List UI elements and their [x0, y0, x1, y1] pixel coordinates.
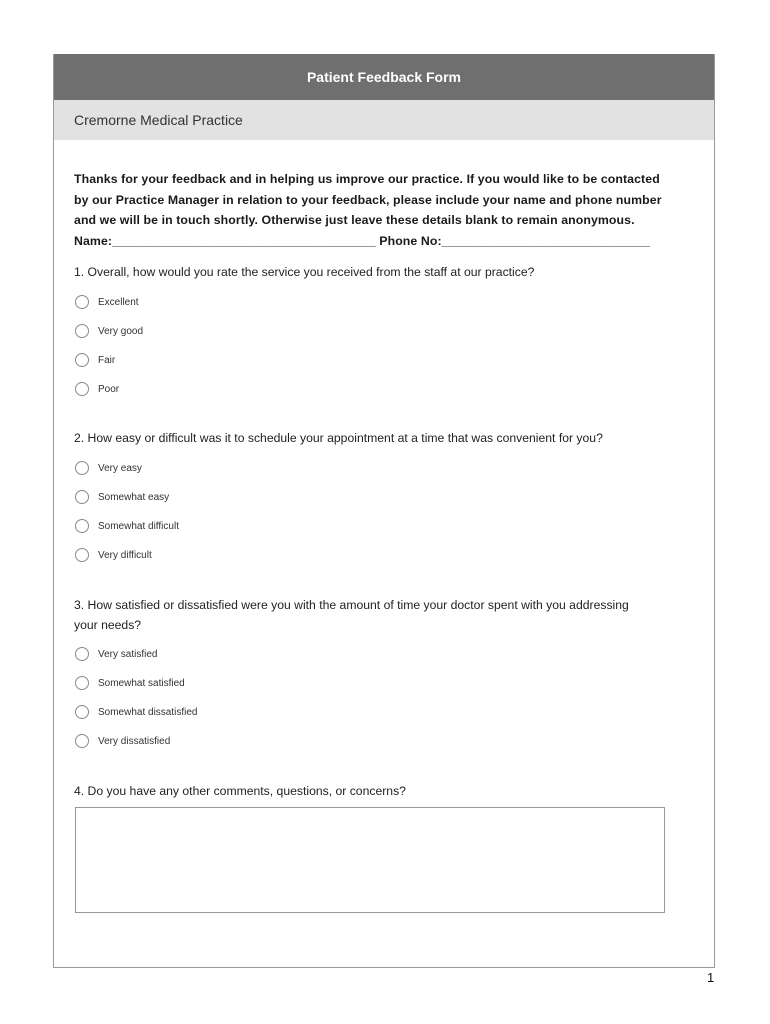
radio-button[interactable] — [75, 490, 89, 504]
q3-option-very-satisfied[interactable] — [75, 645, 157, 663]
form-frame — [53, 54, 715, 968]
radio-button[interactable] — [75, 676, 89, 690]
question-3-line: 3. How satisfied or dissatisfied were you with the amount of time your doctor spent with you addressing — [74, 598, 629, 612]
question-4-text: 4. Do you have any other comments, questions, or concerns? — [74, 784, 406, 798]
intro-line: by our Practice Manager in relation to your feedback, please include your name and phone number — [74, 192, 662, 207]
intro-paragraph — [74, 169, 694, 251]
option-label: Somewhat difficult — [98, 520, 179, 532]
question-1-text: 1. Overall, how would you rate the service you received from the staff at our practice? — [74, 265, 535, 279]
radio-button[interactable] — [75, 705, 89, 719]
comments-textarea[interactable] — [75, 807, 665, 913]
q2-option-somewhat-difficult[interactable] — [75, 517, 179, 535]
radio-button[interactable] — [75, 324, 89, 338]
radio-button[interactable] — [75, 548, 89, 562]
question-3-text — [74, 595, 684, 635]
intro-line: Thanks for your feedback and in helping us improve our practice. If you would like to be contacted — [74, 172, 660, 186]
q2-option-somewhat-easy[interactable] — [75, 488, 169, 506]
option-label: Excellent — [98, 296, 139, 308]
q1-option-excellent[interactable] — [75, 293, 139, 311]
q1-option-fair[interactable] — [75, 351, 115, 369]
page-number: 1 — [707, 970, 715, 985]
q1-option-poor[interactable] — [75, 380, 119, 398]
q3-option-somewhat-dissatisfied[interactable] — [75, 703, 198, 721]
option-label: Very easy — [98, 462, 142, 474]
question-2-text: 2. How easy or difficult was it to schedule your appointment at a time that was convenient for you? — [74, 431, 603, 445]
form-title: Patient Feedback Form — [306, 69, 462, 85]
q3-option-somewhat-satisfied[interactable] — [75, 674, 185, 692]
radio-button[interactable] — [75, 647, 89, 661]
practice-name: Cremorne Medical Practice — [74, 112, 243, 128]
radio-button[interactable] — [75, 295, 89, 309]
practice-name-bar — [54, 100, 714, 140]
q1-option-very-good[interactable] — [75, 322, 143, 340]
radio-button[interactable] — [75, 734, 89, 748]
radio-button[interactable] — [75, 461, 89, 475]
option-label: Somewhat easy — [98, 491, 170, 503]
form-title-bar — [54, 54, 714, 100]
option-label: Somewhat satisfied — [98, 677, 185, 689]
q2-option-very-easy[interactable] — [75, 459, 142, 477]
option-label: Very dissatisfied — [98, 735, 171, 747]
intro-line: and we will be in touch shortly. Otherwise just leave these details blank to remain anonymous. — [74, 213, 635, 227]
option-label: Very satisfied — [98, 648, 158, 660]
option-label: Poor — [98, 383, 120, 395]
name-phone-fields: Name:______________________________________ Phone No:______________________________ — [74, 233, 650, 248]
radio-button[interactable] — [75, 519, 89, 533]
option-label: Very difficult — [98, 549, 152, 561]
option-label: Fair — [98, 354, 116, 366]
option-label: Somewhat dissatisfied — [98, 706, 198, 718]
q2-option-very-difficult[interactable] — [75, 546, 152, 564]
radio-button[interactable] — [75, 353, 89, 367]
radio-button[interactable] — [75, 382, 89, 396]
q3-option-very-dissatisfied[interactable] — [75, 732, 170, 750]
option-label: Very good — [98, 325, 144, 337]
question-3-line: your needs? — [74, 618, 142, 632]
